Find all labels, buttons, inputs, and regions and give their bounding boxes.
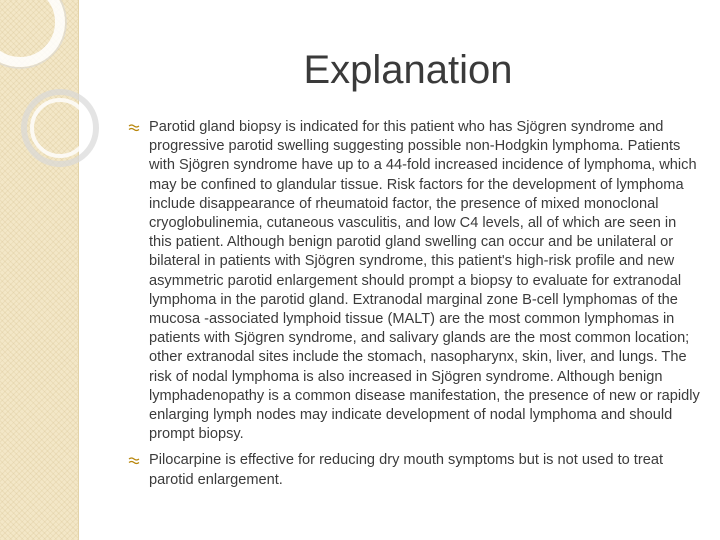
decorative-ring-bottom bbox=[24, 92, 96, 164]
bullet-icon bbox=[128, 457, 140, 465]
bullet-text: Parotid gland biopsy is indicated for this patient who has Sjögren syndrome and progressive parotid swelling suggesting possible non-Hodgkin lymphoma. Patients with Sjögren syndrome have up to a 44-fold increased incidence of lymphoma, which may be confined to glandular tissue. Risk factors for the development of lymphoma include disappearance of rheumatoid factor, the presence of mixed monoclonal cryoglobulinemia, cutaneous vasculitis, and low C4 levels, all of which are seen in this patient. Although benign parotid gland swelling can occur and be unilateral or bilateral in patients with Sjögren syndrome, this patient's high-risk profile and new asymmetric parotid enlargement should prompt a biopsy to evaluate for extranodal lymphoma in the parotid gland. Extranodal marginal zone B-cell lymphomas of the mucosa -associated lymphoid tissue (MALT) are the most common lymphomas in patients with Sjögren syndrome, and salivary glands are the most common location; other extranodal sites include the stomach, nasopharynx, skin, liver, and lungs. The risk of nodal lymphoma is also increased in Sjögren syndrome. Although benign lymphadenopathy is a common disease manifestation, the presence of new or rapidly enlarging lymph nodes may indicate development of nodal lymphoma and should prompt biopsy. bbox=[149, 119, 700, 443]
decorative-ring-bottom-inner bbox=[32, 100, 88, 156]
bullet-text: Pilocarpine is effective for reducing dry mouth symptoms but is not used to treat parotid enlargement. bbox=[149, 452, 664, 488]
bullet-item bbox=[128, 118, 700, 444]
slide-title: Explanation bbox=[303, 48, 513, 92]
bullet-item bbox=[128, 451, 700, 489]
bullet-icon bbox=[128, 124, 140, 132]
slide-content bbox=[128, 118, 700, 497]
